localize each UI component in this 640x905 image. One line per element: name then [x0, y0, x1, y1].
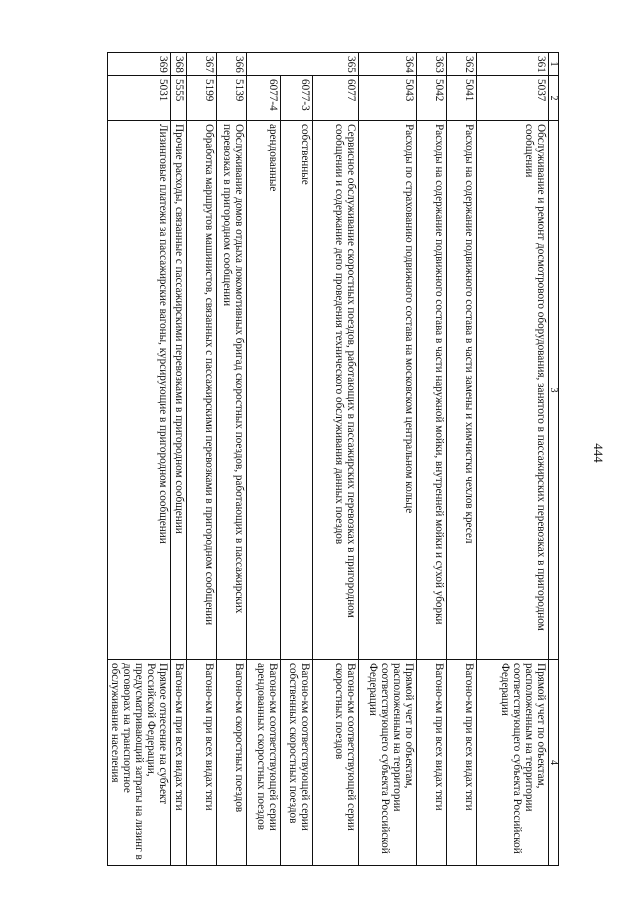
page-number-text: 444: [591, 443, 606, 463]
row-measure: Вагоно-км соответствующей серии скоростных поездов: [313, 660, 359, 866]
row-measure: Вагоно-км при всех видах тяги: [171, 660, 187, 866]
table-row: [217, 53, 247, 866]
row-measure: Вагоно-км при всех видах тяги: [417, 660, 447, 866]
row-measure: Вагоно-км при всех видах тяги: [187, 660, 217, 866]
row-number: 365: [313, 53, 359, 76]
row-measure: Прямое отнесение на субъект Российской Федерации, предусматривающий затраты на лизинг в договорах на транспортное обслуживание населения: [108, 660, 171, 866]
row-code: 6077: [313, 76, 359, 121]
row-description: Расходы на содержание подвижного состава в части наружной мойки, внутренней мойки и сухой уборки: [417, 121, 447, 660]
row-description: Обслуживание домов отдыха локомотивных бригад скоростных поездов, работающих в пассажирских перевозках в пригородном сообщении: [217, 121, 247, 660]
row-description: Расходы на содержание подвижного состава в части замены и химчистки чехлов кресел: [447, 121, 477, 660]
row-number: 366: [217, 53, 247, 76]
table-row: [447, 53, 477, 866]
table-row: [477, 53, 549, 866]
row-number: 367: [187, 53, 217, 76]
row-number: 362: [447, 53, 477, 76]
row-number: 368: [171, 53, 187, 76]
table-row: [359, 53, 417, 866]
rotated-table-container: [109, 52, 559, 865]
row-measure: Вагоно-км соответствующей серии арендованных скоростных поездов: [247, 660, 281, 866]
row-description: собственные: [281, 121, 313, 660]
row-code: 5042: [417, 76, 447, 121]
row-description: Обработка маршрутов машинистов, связанных с пассажирскими перевозками в пригородном сообщении: [187, 121, 217, 660]
row-code: 5139: [217, 76, 247, 121]
header-cell-1: 1: [549, 53, 559, 76]
header-row: [549, 53, 559, 866]
row-code: 5037: [477, 76, 549, 121]
row-code: 5031: [108, 76, 171, 121]
header-cell-2: 2: [549, 76, 559, 121]
row-code: 6077-3: [281, 76, 313, 121]
row-number: 363: [417, 53, 447, 76]
row-description: Прочие расходы, связанные с пассажирскими перевозками в пригородном сообщении: [171, 121, 187, 660]
row-description: Сервисное обслуживание скоростных поездов, работающих в пассажирских перевозках в пригородном сообщении и содержание депо проведения технического обслуживания данных поездов: [313, 121, 359, 660]
header-cell-4: 4: [549, 660, 559, 866]
table-row: [171, 53, 187, 866]
table-row: [108, 53, 171, 866]
table-row: [313, 53, 359, 866]
row-measure: Вагоно-км соответствующей серии собственных скоростных поездов: [281, 660, 313, 866]
row-number: 369: [108, 53, 171, 76]
row-code: 5555: [171, 76, 187, 121]
table-row: [281, 53, 313, 866]
table-row: [187, 53, 217, 866]
row-measure: Вагоно-км при всех видах тяги: [447, 660, 477, 866]
row-number: [247, 53, 281, 76]
row-number: 361: [477, 53, 549, 76]
row-measure: Вагоно-км скоростных поездов: [217, 660, 247, 866]
row-measure: Прямой учет по объектам, расположенным на территории соответствующего субъекта Российской Федерации: [359, 660, 417, 866]
row-number: 364: [359, 53, 417, 76]
header-cell-3: 3: [549, 121, 559, 660]
table-row: [247, 53, 281, 866]
row-number: [281, 53, 313, 76]
row-code: 6077-4: [247, 76, 281, 121]
row-code: 5041: [447, 76, 477, 121]
row-description: арендованные: [247, 121, 281, 660]
row-measure: Прямой учет по объектам, расположенным на территории соответствующего субъекта Российской Федерации: [477, 660, 549, 866]
row-description: Обслуживание и ремонт досмотрового оборудования, занятого в пассажирских перевозках в пригородном сообщении: [477, 121, 549, 660]
row-code: 5043: [359, 76, 417, 121]
table-wrapper: [109, 52, 559, 865]
row-description: Расходы по страхованию подвижного состава на московском центральном кольце: [359, 121, 417, 660]
page-number: [578, 433, 618, 473]
row-description: Лизинговые платежи за пассажирские вагоны, курсирующие в пригородном сообщении: [108, 121, 171, 660]
row-code: 5199: [187, 76, 217, 121]
table-row: [417, 53, 447, 866]
cost-allocation-table: [107, 52, 559, 866]
